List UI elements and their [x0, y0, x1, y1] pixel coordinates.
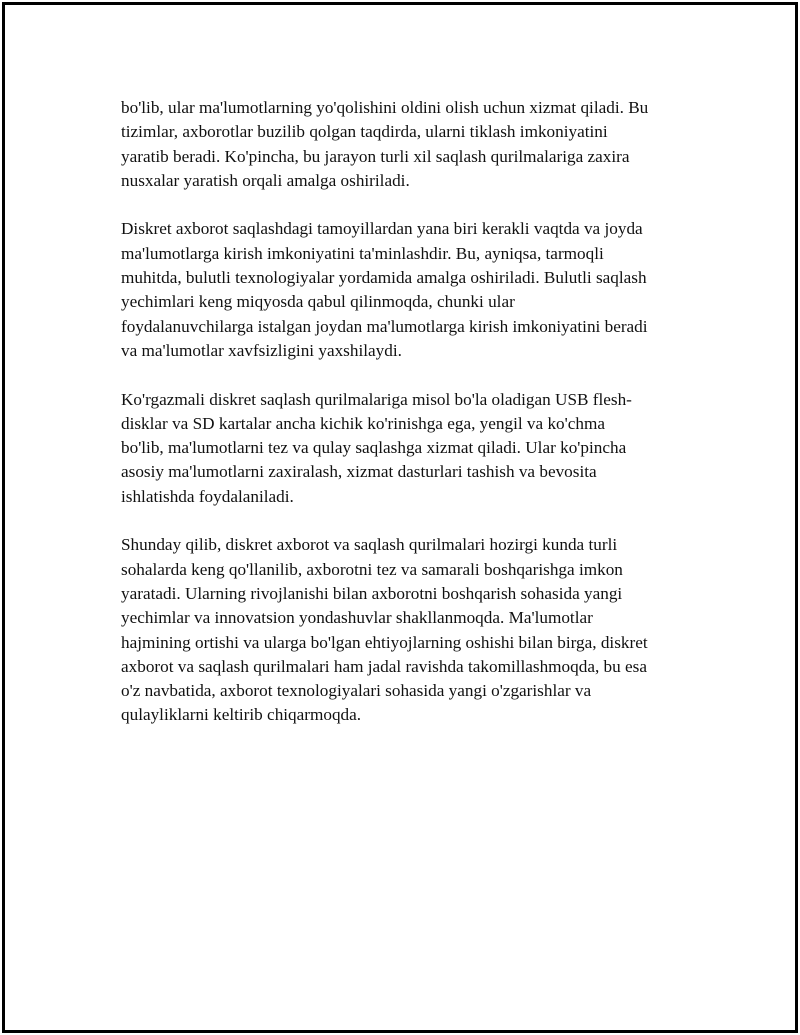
text-line: yechimlar va innovatsion yondashuvlar shakllanmoqda. Ma'lumotlar	[121, 608, 593, 628]
page-frame	[2, 2, 798, 1033]
text-line: disklar va SD kartalar ancha kichik ko'rinishga ega, yengil va ko'chma	[121, 413, 605, 433]
text-line: yaratib beradi. Ko'pincha, bu jarayon turli xil saqlash qurilmalariga zaxira	[121, 146, 630, 166]
text-line: Shunday qilib, diskret axborot va saqlash qurilmalari hozirgi kunda turli	[121, 535, 618, 555]
text-line: Ko'rgazmali diskret saqlash qurilmalariga misol bo'la oladigan USB flesh-	[121, 389, 632, 409]
text-line: bo'lib, ma'lumotlarni tez va qulay saqlashga xizmat qiladi. Ular ko'pincha	[121, 438, 627, 458]
text-line: bo'lib, ular ma'lumotlarning yo'qolishini oldini olish uchun xizmat qiladi. Bu	[121, 98, 649, 117]
paragraph-3	[121, 388, 681, 509]
text-line: asosiy ma'lumotlarni zaxiralash, xizmat dasturlari tashish va bevosita	[121, 462, 597, 482]
text-line: o'z navbatida, axborot texnologiyalari sohasida yangi o'zgarishlar va	[121, 681, 592, 701]
text-line: qulayliklarni keltirib chiqarmoqda.	[121, 705, 362, 725]
text-line: Diskret axborot saqlashdagi tamoyillardan yana biri kerakli vaqtda va joyda	[121, 219, 643, 239]
text-line: axborot va saqlash qurilmalari ham jadal ravishda takomillashmoqda, bu esa	[121, 656, 647, 676]
paragraph-4	[121, 533, 681, 727]
text-line: hajmining ortishi va ularga bo'lgan ehtiyojlarning oshishi bilan birga, diskret	[121, 632, 648, 652]
text-line: sohalarda keng qo'llanilib, axborotni tez va samarali boshqarishga imkon	[121, 559, 623, 579]
page-body	[121, 96, 681, 752]
text-line: muhitda, bulutli texnologiyalar yordamida amalga oshiriladi. Bulutli saqlash	[121, 268, 647, 288]
text-line: nusxalar yaratish orqali amalga oshiriladi.	[121, 170, 410, 190]
text-line: va ma'lumotlar xavfsizligini yaxshilaydi.	[121, 340, 402, 360]
paragraph-2	[121, 217, 681, 363]
text-line: yaratadi. Ularning rivojlanishi bilan axborotni boshqarish sohasida yangi	[121, 583, 623, 603]
text-line: foydalanuvchilarga istalgan joydan ma'lumotlarga kirish imkoniyatini beradi	[121, 316, 648, 336]
text-line: tizimlar, axborotlar buzilib qolgan taqdirda, ularni tiklash imkoniyatini	[121, 122, 608, 142]
text-line: yechimlari keng miqyosda qabul qilinmoqda, chunki ular	[121, 292, 515, 312]
paragraph-1	[121, 96, 681, 193]
text-line: ma'lumotlarga kirish imkoniyatini ta'minlashdir. Bu, ayniqsa, tarmoqli	[121, 243, 604, 263]
text-line: ishlatishda foydalaniladi.	[121, 486, 294, 506]
